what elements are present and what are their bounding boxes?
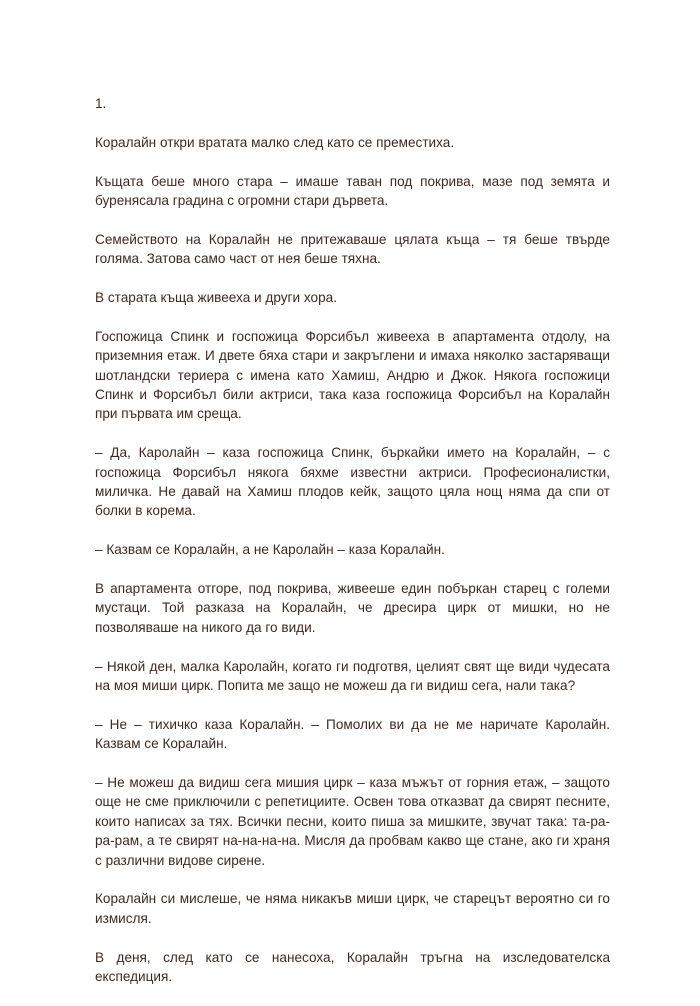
- paragraph: – Някой ден, малка Каролайн, когато ги подготвя, целият свят ще види чудесата на моя миши цирк. Попита ме защо не можеш да ги видиш сега, нали така?: [95, 658, 610, 694]
- paragraph: В деня, след като се нанесоха, Коралайн тръгна на изследователска експедиция.: [95, 949, 610, 985]
- document-body: [95, 94, 610, 1006]
- paragraph: Коралайн откри вратата малко след като се преместиха.: [95, 134, 455, 150]
- paragraph: – Казвам се Коралайн, а не Каролайн – каза Коралайн.: [95, 542, 445, 558]
- paragraph: Къщата беше много стара – имаше таван под покрива, мазе под земята и буренясала градина с огромни стари дървета.: [95, 173, 610, 208]
- paragraph: В апартамента отгоре, под покрива, живееше един побъркан старец с големи мустаци. Той разказа на Коралайн, че дресира цирк от мишки, но не позволяваше на никого да го види.: [95, 581, 610, 635]
- chapter-number: 1.: [95, 96, 107, 111]
- paragraph: – Не можеш да видиш сега мишия цирк – каза мъжът от горния етаж, – защото още не сме приключили с репетициите. Освен това отказват да свирят песните, които написах за тях. Всички песни, които пиша за мишките, звучат така: та-ра-ра-рам, а те свирят на-на-на-на. Мисля да пробвам какво ще стане, ако ги храня с различни видове сирене.: [95, 775, 610, 868]
- paragraph: – Да, Каролайн – каза госпожица Спинк, бъркайки името на Коралайн, – с госпожица Форсибъл някога бяхме известни актриси. Професионалистки, миличка. Не давай на Хамиш плодов кейк, защото цяла нощ няма да спи от болки в корема.: [95, 445, 610, 519]
- paragraph: В старата къща живееха и други хора.: [95, 290, 337, 305]
- paragraph: Семейството на Коралайн не притежаваше цялата къща – тя беше твърде голяма. Затова само част от нея беше тяхна.: [95, 231, 610, 267]
- paragraph: Коралайн си мислеше, че няма никакъв миши цирк, че старецът вероятно си го измисля.: [95, 891, 610, 926]
- paragraph: – Не – тихичко каза Коралайн. – Помолих ви да не ме наричате Каролайн. Казвам се Коралайн.: [95, 716, 610, 752]
- paragraph: Госпожица Спинк и госпожица Форсибъл живееха в апартамента отдолу, на приземния етаж. И двете бяха стари и закръглени и имаха няколко застаряващи шотландски териера с имена като Хамиш, Андрю и Джок. Някога госпожици Спинк и Форсибъл били актриси, така каза госпожица Форсибъл на Коралайн при първата им среща.: [95, 328, 610, 422]
